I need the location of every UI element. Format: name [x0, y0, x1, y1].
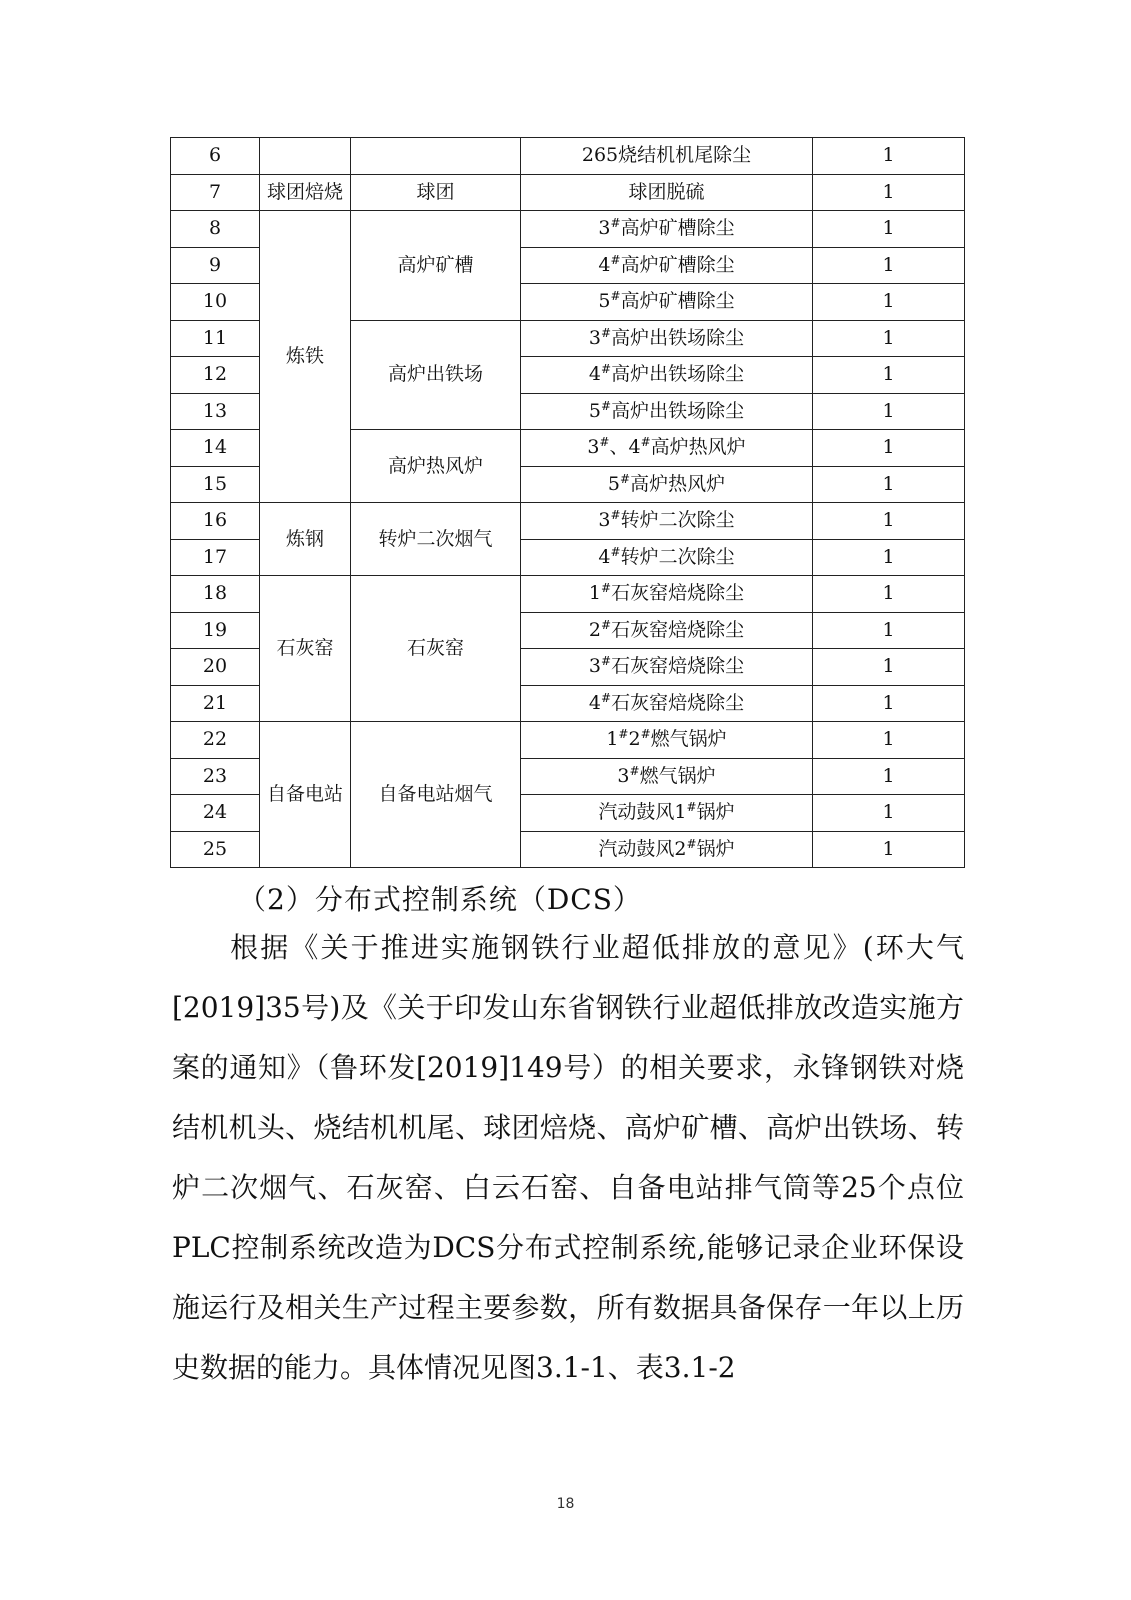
count-cell: 1 [813, 831, 965, 868]
count-cell: 1 [813, 320, 965, 357]
paragraph-text: 根据《关于推进实施钢铁行业超低排放的意见》(环大气[2019]35号)及《关于印发山东省钢铁行业超低排放改造实施方案的通知》（鲁环发[2019]149号）的相关要求，永锋钢铁对烧结机机头、烧结机机尾、球团焙烧、高炉矿槽、高炉出铁场、转炉二次烟气、石灰窑、白云石窑、自备电站排气筒等25个点位PLC控制系统改造为DCS分布式控制系统,能够记录企业环保设施运行及相关生产过程主要参数，所有数据具备保存一年以上历史数据的能力。具体情况见图3.1-1、表3.1-2 [172, 931, 964, 1384]
emission-point-cell: 汽动鼓风2#锅炉 [521, 831, 813, 868]
count-cell: 1 [813, 211, 965, 248]
row-number-cell: 8 [171, 211, 260, 248]
count-cell: 1 [813, 284, 965, 321]
emission-points-table [170, 137, 965, 868]
row-number-cell: 14 [171, 430, 260, 467]
category-cell: 炼钢 [260, 503, 351, 576]
emission-point-cell: 5#高炉热风炉 [521, 466, 813, 503]
category-cell: 炼铁 [260, 211, 351, 503]
row-number-cell: 11 [171, 320, 260, 357]
count-cell: 1 [813, 174, 965, 211]
count-cell: 1 [813, 685, 965, 722]
row-number-cell: 6 [171, 138, 260, 175]
count-cell: 1 [813, 722, 965, 759]
subcategory-cell: 高炉热风炉 [351, 430, 521, 503]
row-number-cell: 21 [171, 685, 260, 722]
category-cell [260, 138, 351, 175]
emission-point-cell: 1#石灰窑焙烧除尘 [521, 576, 813, 613]
emission-point-cell: 2#石灰窑焙烧除尘 [521, 612, 813, 649]
table-row [171, 174, 965, 211]
row-number-cell: 9 [171, 247, 260, 284]
subcategory-cell [351, 138, 521, 175]
count-cell: 1 [813, 466, 965, 503]
row-number-cell: 18 [171, 576, 260, 613]
count-cell: 1 [813, 539, 965, 576]
row-number-cell: 19 [171, 612, 260, 649]
row-number-cell: 16 [171, 503, 260, 540]
count-cell: 1 [813, 357, 965, 394]
row-number-cell: 12 [171, 357, 260, 394]
table-row [171, 576, 965, 613]
subcategory-cell: 高炉出铁场 [351, 320, 521, 430]
emission-point-cell: 3#高炉矿槽除尘 [521, 211, 813, 248]
subcategory-cell: 自备电站烟气 [351, 722, 521, 868]
table-row [171, 211, 965, 248]
table-row [171, 722, 965, 759]
emission-point-cell: 3#石灰窑焙烧除尘 [521, 649, 813, 686]
row-number-cell: 15 [171, 466, 260, 503]
subcategory-cell: 高炉矿槽 [351, 211, 521, 321]
emission-point-cell: 3#、4#高炉热风炉 [521, 430, 813, 467]
emission-point-cell: 球团脱硫 [521, 174, 813, 211]
category-cell: 球团焙烧 [260, 174, 351, 211]
count-cell: 1 [813, 138, 965, 175]
category-cell: 自备电站 [260, 722, 351, 868]
row-number-cell: 17 [171, 539, 260, 576]
row-number-cell: 23 [171, 758, 260, 795]
emission-point-cell: 5#高炉矿槽除尘 [521, 284, 813, 321]
table-row [171, 503, 965, 540]
emission-point-cell: 4#石灰窑焙烧除尘 [521, 685, 813, 722]
row-number-cell: 13 [171, 393, 260, 430]
emission-point-cell: 5#高炉出铁场除尘 [521, 393, 813, 430]
count-cell: 1 [813, 393, 965, 430]
row-number-cell: 25 [171, 831, 260, 868]
emission-point-cell: 3#转炉二次除尘 [521, 503, 813, 540]
count-cell: 1 [813, 612, 965, 649]
count-cell: 1 [813, 247, 965, 284]
emission-point-cell: 265烧结机机尾除尘 [521, 138, 813, 175]
emission-point-cell: 4#高炉出铁场除尘 [521, 357, 813, 394]
count-cell: 1 [813, 576, 965, 613]
row-number-cell: 22 [171, 722, 260, 759]
count-cell: 1 [813, 430, 965, 467]
count-cell: 1 [813, 503, 965, 540]
row-number-cell: 7 [171, 174, 260, 211]
emission-point-cell: 1#2#燃气锅炉 [521, 722, 813, 759]
emission-point-cell: 汽动鼓风1#锅炉 [521, 795, 813, 832]
section-heading: （2）分布式控制系统（DCS） [238, 883, 642, 916]
emission-point-cell: 4#高炉矿槽除尘 [521, 247, 813, 284]
body-paragraph [172, 918, 964, 1398]
count-cell: 1 [813, 758, 965, 795]
subcategory-cell: 石灰窑 [351, 576, 521, 722]
subcategory-cell: 球团 [351, 174, 521, 211]
count-cell: 1 [813, 649, 965, 686]
row-number-cell: 20 [171, 649, 260, 686]
row-number-cell: 24 [171, 795, 260, 832]
emission-point-cell: 3#高炉出铁场除尘 [521, 320, 813, 357]
count-cell: 1 [813, 795, 965, 832]
category-cell: 石灰窑 [260, 576, 351, 722]
emission-point-cell: 3#燃气锅炉 [521, 758, 813, 795]
page-number: 18 [556, 1496, 575, 1512]
emission-point-cell: 4#转炉二次除尘 [521, 539, 813, 576]
table-row [171, 138, 965, 175]
subcategory-cell: 转炉二次烟气 [351, 503, 521, 576]
row-number-cell: 10 [171, 284, 260, 321]
